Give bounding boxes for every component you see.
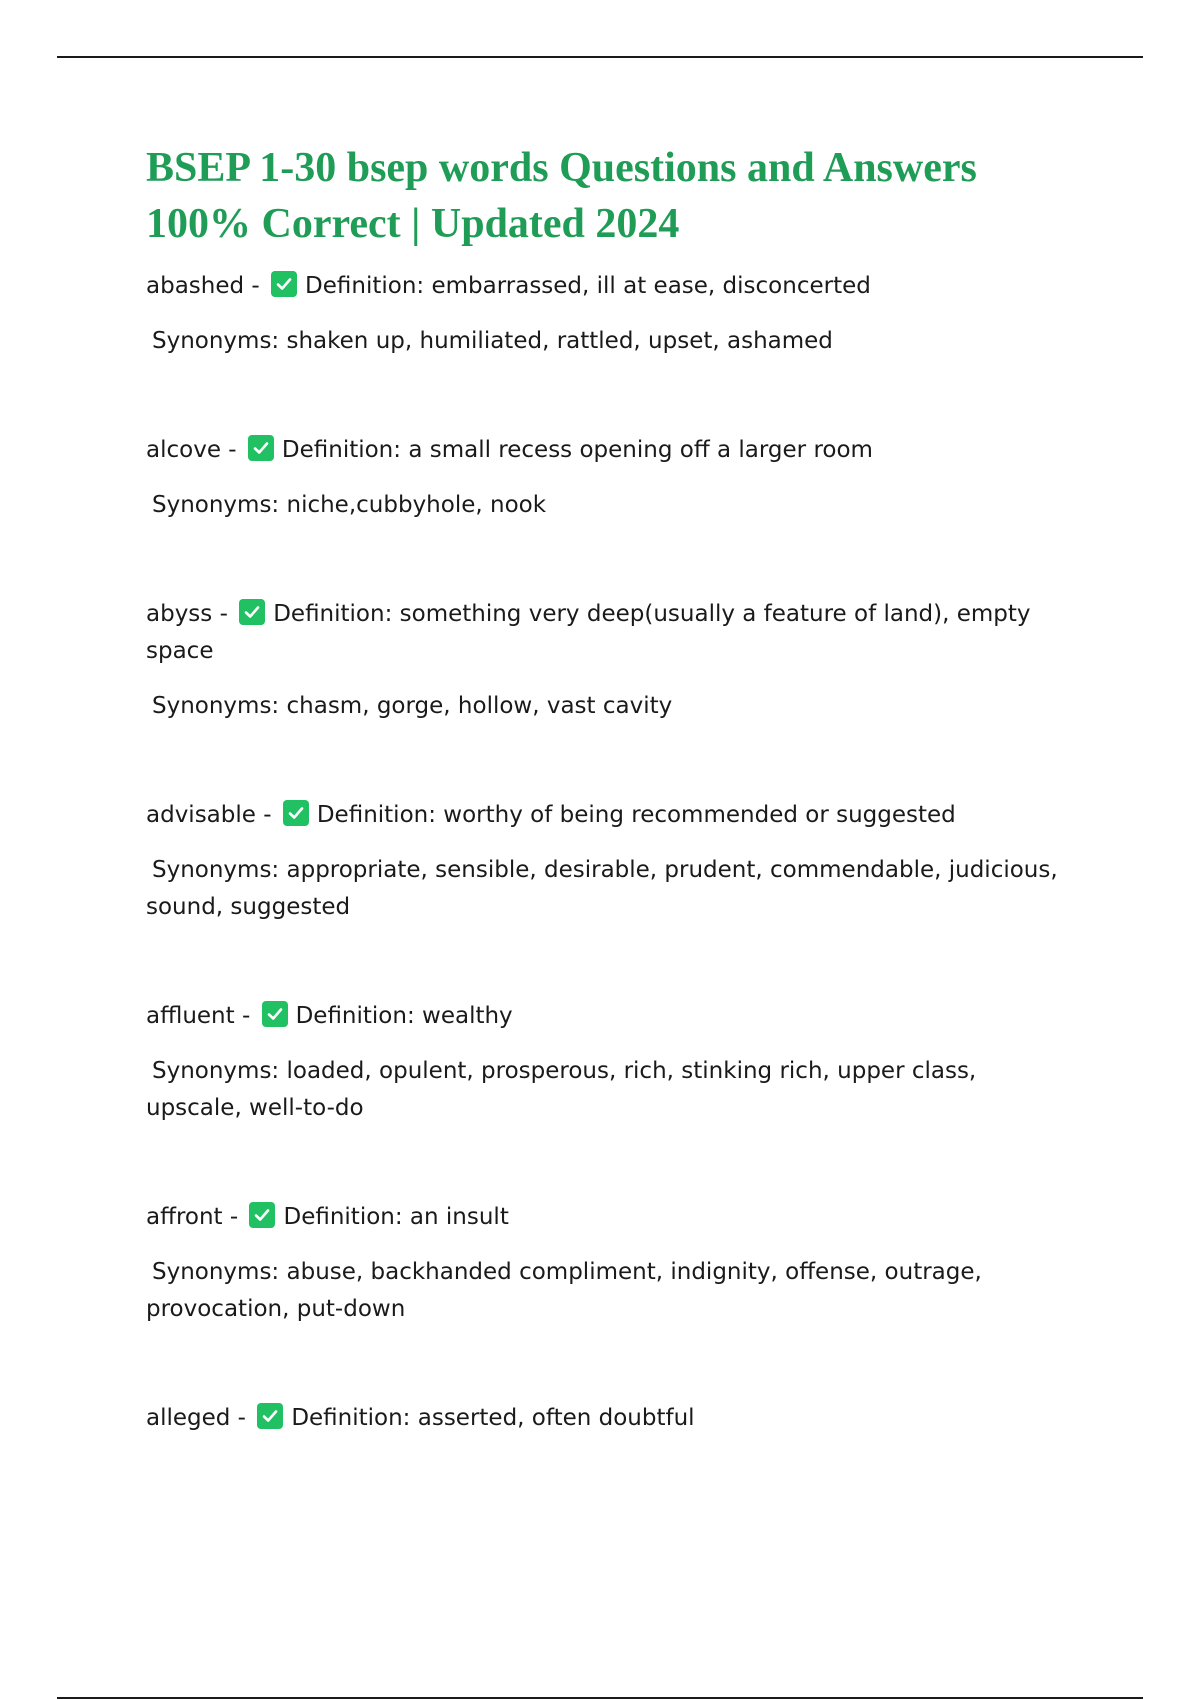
entry-definition-line (146, 797, 1076, 834)
entry-synonyms: Synonyms: appropriate, sensible, desirable, prudent, commendable, judicious, sound, suggested (146, 857, 1058, 920)
entry-term: alleged - (146, 1405, 246, 1431)
entry-synonyms: Synonyms: niche,cubbyhole, nook (152, 492, 547, 518)
entry-definition: Definition: an insult (283, 1204, 509, 1230)
vocabulary-entry (146, 797, 1076, 926)
vocabulary-entry (146, 1199, 1076, 1328)
check-mark-icon (239, 599, 265, 625)
entry-term: alcove - (146, 437, 237, 463)
entry-synonyms: Synonyms: loaded, opulent, prosperous, rich, stinking rich, upper class, upscale, well-to-do (146, 1058, 977, 1121)
entry-term: affront - (146, 1204, 239, 1230)
entry-definition-line (146, 432, 1076, 469)
entry-definition-line (146, 268, 1076, 305)
check-mark-icon (257, 1403, 283, 1429)
entry-definition: Definition: a small recess opening off a larger room (281, 437, 873, 463)
vocabulary-list (146, 268, 1076, 1437)
document-title: BSEP 1-30 bsep words Questions and Answers 100% Correct | Updated 2024 (146, 145, 977, 247)
vocabulary-entry (146, 998, 1076, 1127)
entry-definition-line (146, 1199, 1076, 1236)
entry-definition-line (146, 596, 1076, 670)
vocabulary-entry (146, 1400, 1076, 1437)
entry-term: abyss - (146, 601, 228, 627)
check-mark-icon (248, 435, 274, 461)
entry-synonyms: Synonyms: shaken up, humiliated, rattled, upset, ashamed (152, 328, 833, 354)
check-mark-icon (283, 800, 309, 826)
header-rule (57, 56, 1143, 58)
entry-definition: Definition: asserted, often doubtful (291, 1405, 695, 1431)
entry-definition-line (146, 998, 1076, 1035)
check-mark-icon (249, 1202, 275, 1228)
vocabulary-entry (146, 432, 1076, 524)
entry-term: advisable - (146, 802, 272, 828)
entry-definition: Definition: wealthy (295, 1003, 513, 1029)
entry-definition: Definition: something very deep(usually a feature of land), empty space (146, 601, 1031, 664)
entry-definition: Definition: embarrassed, ill at ease, disconcerted (305, 273, 871, 299)
vocabulary-entry (146, 596, 1076, 725)
check-mark-icon (271, 271, 297, 297)
check-mark-icon (262, 1001, 288, 1027)
entry-term: affluent - (146, 1003, 251, 1029)
entry-definition-line (146, 1400, 1076, 1437)
entry-term: abashed - (146, 273, 260, 299)
footer-rule (57, 1697, 1143, 1699)
document-body (146, 140, 1076, 1437)
vocabulary-entry (146, 268, 1076, 360)
entry-synonyms: Synonyms: abuse, backhanded compliment, indignity, offense, outrage, provocation, put-down (146, 1259, 982, 1322)
entry-definition: Definition: worthy of being recommended or suggested (316, 802, 956, 828)
entry-synonyms: Synonyms: chasm, gorge, hollow, vast cavity (152, 693, 673, 719)
